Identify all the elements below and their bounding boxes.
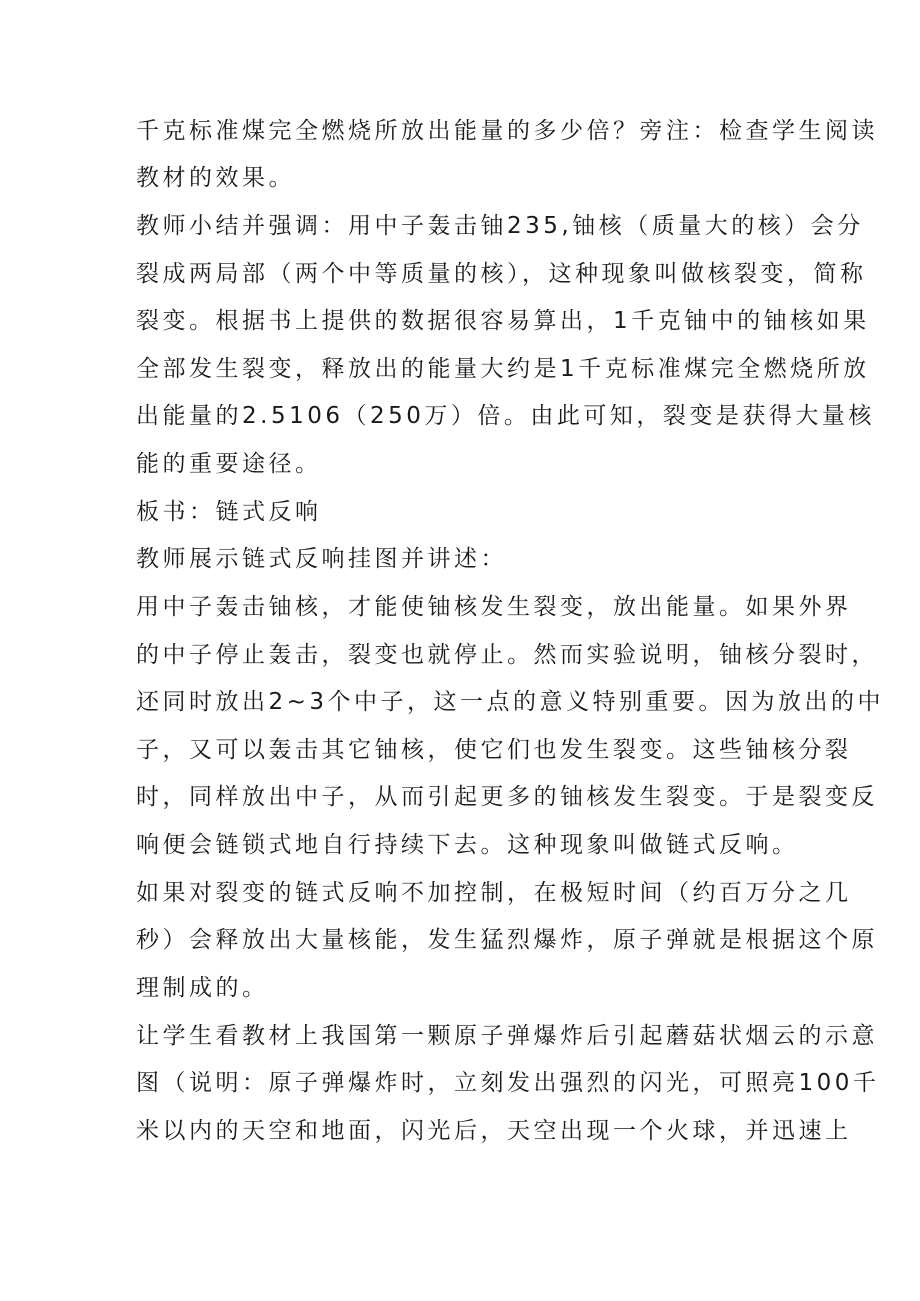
text-line: 理制成的。 — [136, 975, 269, 1001]
paragraph-teacher-summary: 教师小结并强调：用中子轰击铀235,铀核（质量大的核）会分 — [136, 213, 864, 239]
text-line: 教材的效果。 — [136, 165, 295, 191]
text-line: 裂变。根据书上提供的数据很容易算出，1千克铀中的铀核如果 — [136, 308, 870, 334]
text-line: 还同时放出2~3个中子，这一点的意义特别重要。因为放出的中 — [136, 689, 885, 715]
paragraph-chain-reaction: 用中子轰击铀核，才能使铀核发生裂变，放出能量。如果外界 — [136, 594, 852, 620]
text-line: 图（说明：原子弹爆炸时，立刻发出强烈的闪光，可照亮100千 — [136, 1070, 880, 1096]
text-line: 千克标准煤完全燃烧所放出能量的多少倍？旁注：检查学生阅读 — [136, 118, 878, 144]
text-line: 全部发生裂变，释放出的能量大约是1千克标准煤完全燃烧所放 — [136, 356, 870, 382]
text-line: 米以内的天空和地面，闪光后，天空出现一个火球，并迅速上 — [136, 1118, 852, 1144]
paragraph-mushroom-cloud: 让学生看教材上我国第一颗原子弹爆炸后引起蘑菇状烟云的示意 — [136, 1023, 878, 1049]
paragraph-atomic-bomb: 如果对裂变的链式反响不加控制，在极短时间（约百万分之几 — [136, 880, 852, 906]
text-line: 时，同样放出中子，从而引起更多的铀核发生裂变。于是裂变反 — [136, 784, 878, 810]
blackboard-heading: 板书：链式反响 — [136, 499, 322, 525]
text-line: 出能量的2.5106（250万）倍。由此可知，裂变是获得大量核 — [136, 403, 875, 429]
text-line: 的中子停止轰击，裂变也就停止。然而实验说明，铀核分裂时， — [136, 642, 878, 668]
text-line: 子，又可以轰击其它铀核，使它们也发生裂变。这些铀核分裂 — [136, 737, 852, 763]
text-line: 响便会链锁式地自行持续下去。这种现象叫做链式反响。 — [136, 832, 799, 858]
text-line: 教师展示链式反响挂图并讲述： — [136, 546, 507, 572]
text-line: 裂成两局部（两个中等质量的核），这种现象叫做核裂变，简称 — [136, 261, 867, 287]
text-line: 秒）会释放出大量核能，发生猛烈爆炸，原子弹就是根据这个原 — [136, 927, 878, 953]
text-line: 能的重要途径。 — [136, 451, 322, 477]
